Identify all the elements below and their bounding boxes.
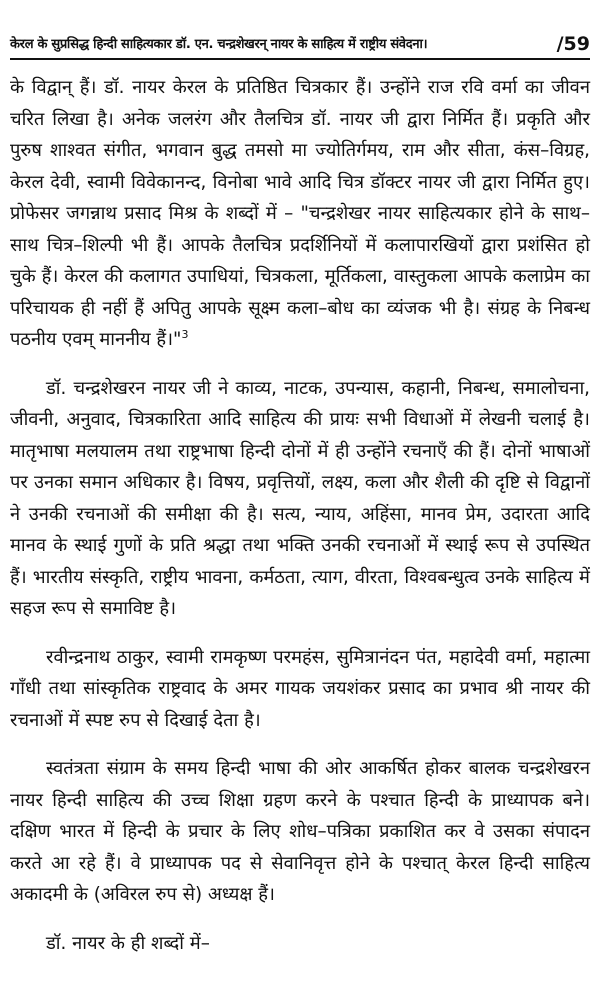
footnote-reference: 3 <box>181 327 189 341</box>
page-body <box>10 72 590 976</box>
paragraph-1-text: के विद्वान् हैं। डॉ. नायर केरल के प्रतिष्ठित चित्रकार हैं। उन्होंने राज रवि वर्मा का जीवन चरित लिखा है। अनेक जलरंग और तैलचित्र डॉ. नायर जी द्वारा निर्मित हैं। प्रकृति और पुरुष शाश्वत संगीत, भगवान बुद्ध तमसो मा ज्योतिर्गमय, राम और सीता, कंस–विग्रह, केरल देवी, स्वामी विवेकानन्द, विनोबा भावे आदि चित्र डॉक्टर नायर जी द्वारा निर्मित हुए। प्रोफेसर जगन्नाथ प्रसाद मिश्र के शब्दों में – "चन्द्रशेखर नायर साहित्यकार होने के साथ–साथ चित्र–शिल्पी भी हैं। आपके तैलचित्र प्रदर्शिनियों में कलापारखियों द्वारा प्रशंसित हो चुके हैं। केरल की कलागत उपाधियां, चित्रकला, मूर्तिकला, वास्तुकला आपके कलाप्रेम का परिचायक ही नहीं हैं अपितु आपके सूक्ष्म कला–बोध का व्यंजक भी है। संग्रह के निबन्ध पठनीय एवम् माननीय हैं।" <box>10 77 590 350</box>
page-header <box>10 18 590 60</box>
page-number: /59 <box>556 33 590 55</box>
paragraph-2: डॉ. चन्द्रशेखरन नायर जी ने काव्य, नाटक, उपन्यास, कहानी, निबन्ध, समालोचना, जीवनी, अनुवाद, चित्रकारिता आदि साहित्य की प्रायः सभी विधाओं में लेखनी चलाई है। मातृभाषा मलयालम तथा राष्ट्रभाषा हिन्दी दोनों में ही उन्होंने रचनाएँ की हैं। दोनों भाषाओं पर उनका समान अधिकार है। विषय, प्रवृत्तियों, लक्ष्य, कला और शैली की दृष्टि से विद्वानों ने उनकी रचनाओं की समीक्षा की है। सत्य, न्याय, अहिंसा, मानव प्रेम, उदारता आदि मानव के स्थाई गुणों के प्रति श्रद्धा तथा भक्ति उनकी रचनाओं में स्थाई रूप से उपस्थित हैं। भारतीय संस्कृति, राष्ट्रीय भावना, कर्मठता, त्याग, वीरता, विश्वबन्धुत्व उनके साहित्य में सहज रूप से समाविष्ट है। <box>10 377 590 619</box>
paragraph-5: डॉ. नायर के ही शब्दों में– <box>46 932 210 954</box>
paragraph-1 <box>10 72 590 356</box>
paragraph-4: स्वतंत्रता संग्राम के समय हिन्दी भाषा की ओर आकर्षित होकर बालक चन्द्रशेखरन नायर हिन्दी साहित्य की उच्च शिक्षा ग्रहण करने के पश्चात हिन्दी के प्राध्यापक बने। दक्षिण भारत में हिन्दी के प्रचार के लिए शोध–पत्रिका प्रकाशित कर वे उसका संपादन करते आ रहे हैं। वे प्राध्यापक पद से सेवानिवृत्त होने के पश्चात् केरल हिन्दी साहित्य अकादमी के (अविरल रुप से) अध्यक्ष हैं। <box>10 758 590 905</box>
paragraph-3: रवीन्द्रनाथ ठाकुर, स्वामी रामकृष्ण परमहंस, सुमित्रानंदन पंत, महादेवी वर्मा, महात्मा गाँधी तथा सांस्कृतिक राष्ट्रवाद के अमर गायक जयशंकर प्रसाद का प्रभाव श्री नायर की रचनाओं में स्पष्ट रुप से दिखाई देता है। <box>10 646 590 731</box>
running-head: केरल के सुप्रसिद्ध हिन्दी साहित्यकार डॉ. एन. चन्द्रशेखरन् नायर के साहित्य में राष्ट्रीय संवेदना। <box>10 37 428 52</box>
